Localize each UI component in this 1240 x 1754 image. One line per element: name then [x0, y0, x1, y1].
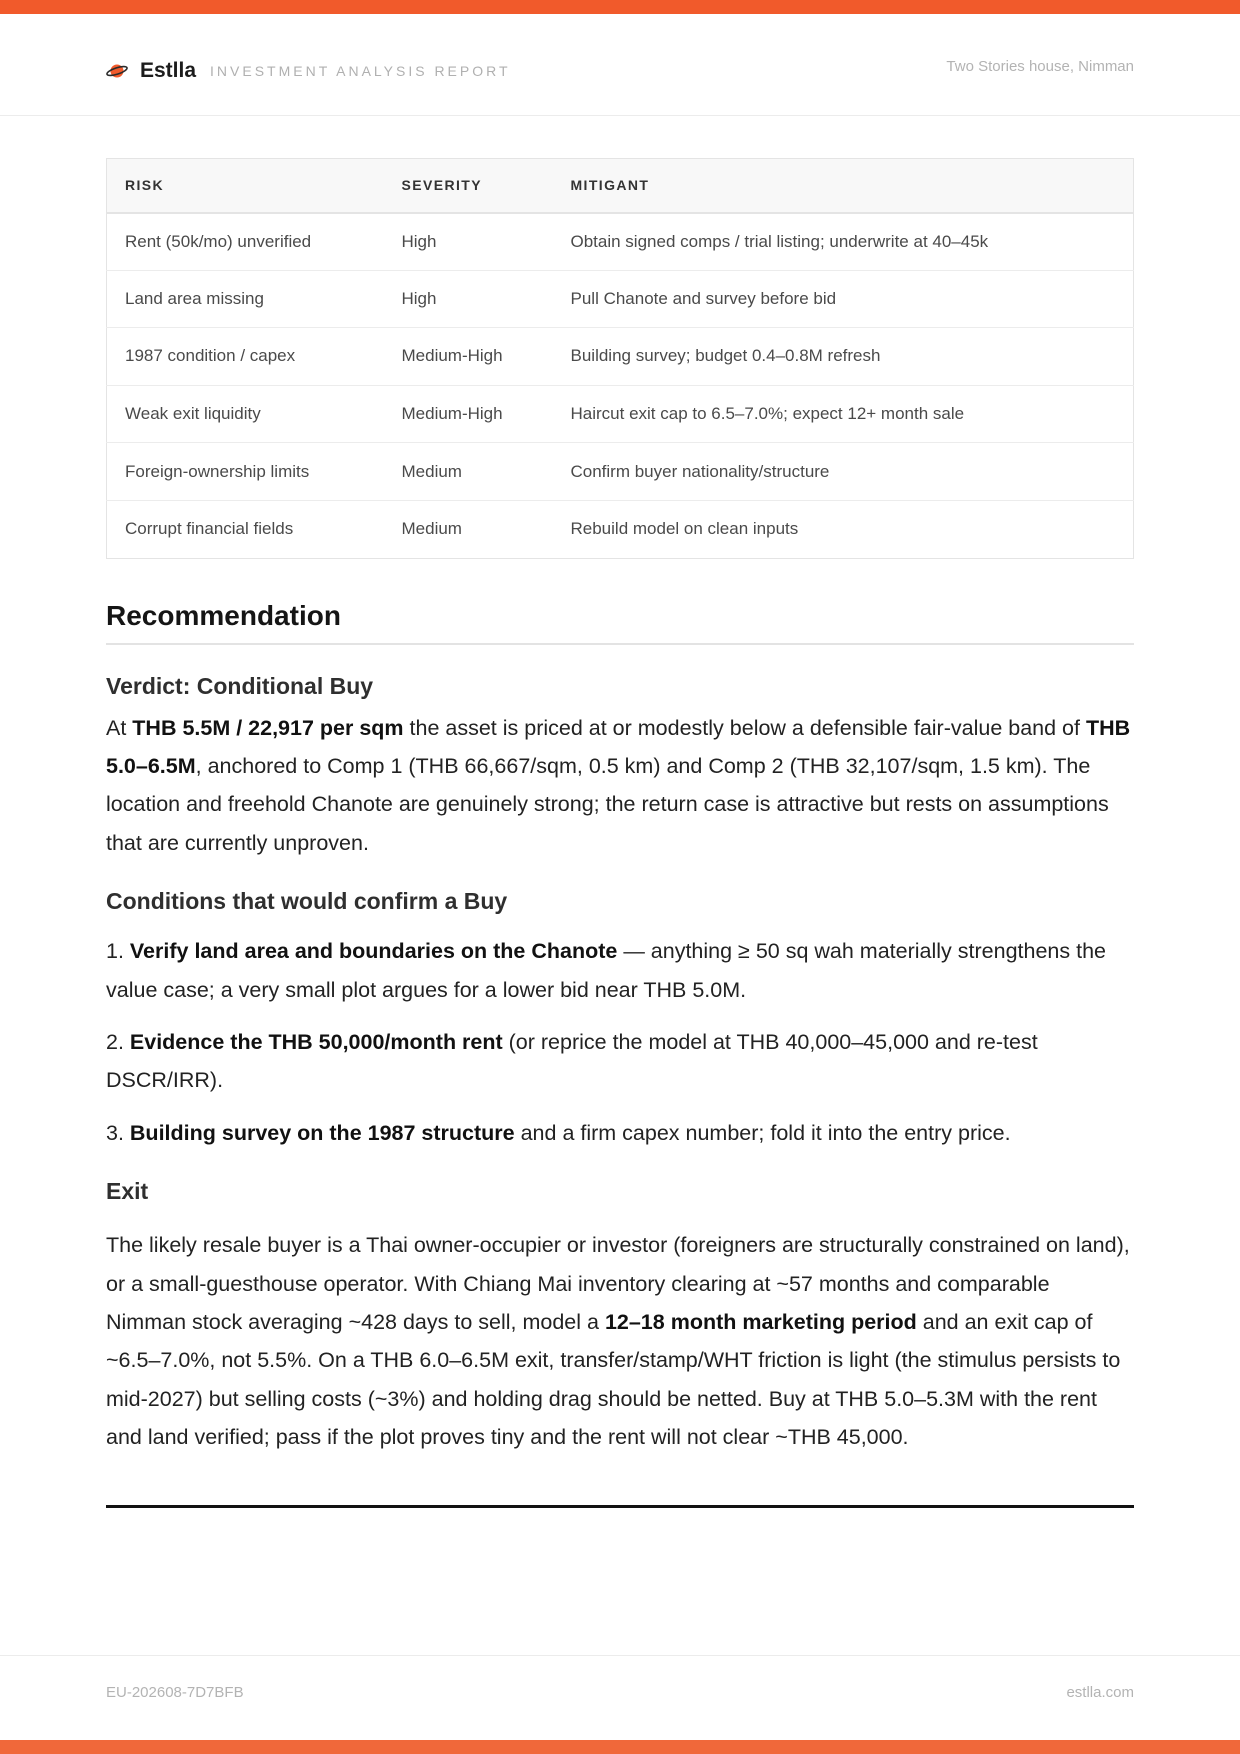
- risk-cell: Rent (50k/mo) unverified: [107, 213, 384, 271]
- report-content: [106, 158, 1134, 1508]
- condition-emphasis: Building survey on the 1987 structure: [129, 1120, 515, 1145]
- condition-text: and a firm capex number; fold it into the entry price.: [514, 1120, 1011, 1145]
- risk-cell: Corrupt financial fields: [125, 519, 294, 539]
- table-row: [107, 328, 1134, 386]
- verdict-band-emphasis: THB 5.0–6.5M: [106, 715, 1131, 778]
- report-header: [0, 14, 1240, 116]
- brand-name: Estlla: [140, 59, 197, 82]
- exit-period-emphasis: 12–18 month marketing period: [604, 1310, 917, 1335]
- verdict-price-emphasis: THB 5.5M / 22,917 per sqm: [132, 715, 404, 740]
- verdict-heading: Verdict: Conditional Buy: [106, 672, 374, 699]
- table-row: [107, 270, 1134, 328]
- condition-number: 1.: [106, 939, 130, 964]
- exit-text: and an exit cap of ~6.5–7.0%, not 5.5%. On a THB 6.0–6.5M exit, transfer/stamp/WHT friction is light (the stimulus persists to mid-2027) but selling costs (~3%) and holding drag should be netted. Buy at THB 5.0–5.3M with the rent and land verified; pass if the plot proves tiny and the rent will not clear ~THB 45,000.: [106, 1310, 1121, 1450]
- severity-cell: Medium: [401, 519, 462, 539]
- conditions-heading: Conditions that would confirm a Buy: [106, 888, 508, 915]
- verdict-text: At: [106, 715, 133, 740]
- exit-heading: Exit: [106, 1178, 149, 1205]
- column-header-mitigant: MITIGANT: [553, 159, 1134, 213]
- verdict-text: the asset is priced at or modestly below a defensible fair-value band of: [403, 715, 1086, 740]
- risk-cell: Weak exit liquidity: [107, 385, 384, 443]
- report-id: EU-202608-7D7BFB: [106, 1684, 244, 1701]
- mitigant-cell: Building survey; budget 0.4–0.8M refresh: [553, 328, 1134, 386]
- table-row: [107, 443, 1134, 501]
- condition-number: 3.: [106, 1120, 130, 1145]
- column-header-severity: SEVERITY: [384, 159, 553, 213]
- mitigant-cell: Obtain signed comps / trial listing; underwrite at 40–45k: [553, 213, 1134, 271]
- risk-cell: Land area missing: [107, 270, 384, 328]
- verdict-paragraph: [106, 709, 1134, 863]
- mitigant-cell: Confirm buyer nationality/structure: [553, 443, 1134, 501]
- verdict-text: , anchored to Comp 1 (THB 66,667/sqm, 0.5 km) and Comp 2 (THB 32,107/sqm, 1.5 km). The location and freehold Chanote are genuinely strong; the return case is attractive but rests on assumptions that are currently unproven.: [106, 753, 1109, 855]
- risk-cell: 1987 condition / capex: [107, 328, 384, 386]
- planet-logo-icon: [106, 62, 128, 80]
- table-header-row: [107, 159, 1134, 213]
- condition-text: (or reprice the model at THB 40,000–45,000 and re-test DSCR/IRR).: [106, 1030, 1038, 1093]
- table-row: [107, 213, 1134, 271]
- recommendation-heading: Recommendation: [106, 599, 1134, 645]
- severity-cell: Medium-High: [384, 385, 553, 443]
- table-row: [107, 500, 1134, 558]
- risk-cell: Foreign-ownership limits: [107, 443, 384, 501]
- condition-emphasis: Verify land area and boundaries on the Chanote: [129, 939, 618, 964]
- mitigant-cell: Rebuild model on clean inputs: [570, 519, 799, 539]
- severity-cell: High: [384, 270, 553, 328]
- exit-paragraph: [106, 1226, 1134, 1456]
- condition-emphasis: Evidence the THB 50,000/month rent: [129, 1030, 503, 1054]
- risk-table: [106, 158, 1134, 559]
- top-accent-bar: [0, 0, 1240, 14]
- property-name: Two Stories house, Nimman: [946, 58, 1134, 75]
- report-type-label: INVESTMENT ANALYSIS REPORT: [210, 63, 511, 79]
- website-label: estlla.com: [1066, 1684, 1134, 1701]
- severity-cell: Medium-High: [384, 328, 553, 386]
- table-row: [107, 385, 1134, 443]
- condition-item: [106, 1023, 1134, 1100]
- mitigant-cell: Pull Chanote and survey before bid: [553, 270, 1134, 328]
- condition-item: [106, 932, 1134, 1009]
- condition-item: [106, 1114, 1134, 1152]
- severity-cell: Medium: [384, 443, 553, 501]
- bottom-accent-bar: [0, 1740, 1240, 1754]
- condition-text: — anything ≥ 50 sq wah materially strengthens the value case; a very small plot argues for a lower bid near THB 5.0M.: [106, 939, 1106, 1002]
- report-footer: [0, 1655, 1240, 1740]
- mitigant-cell: Haircut exit cap to 6.5–7.0%; expect 12+ month sale: [553, 385, 1134, 443]
- column-header-risk: RISK: [107, 159, 384, 213]
- end-divider: [106, 1505, 1134, 1508]
- brand: [106, 54, 511, 88]
- severity-cell: High: [384, 213, 553, 271]
- condition-number: 2.: [106, 1030, 130, 1054]
- exit-text: The likely resale buyer is a Thai owner-occupier or investor (foreigners are structurally constrained on land), or a small-guesthouse operator. With Chiang Mai inventory clearing at ~57 months and comparable Nimman stock averaging ~428 days to sell, model a: [106, 1233, 1130, 1335]
